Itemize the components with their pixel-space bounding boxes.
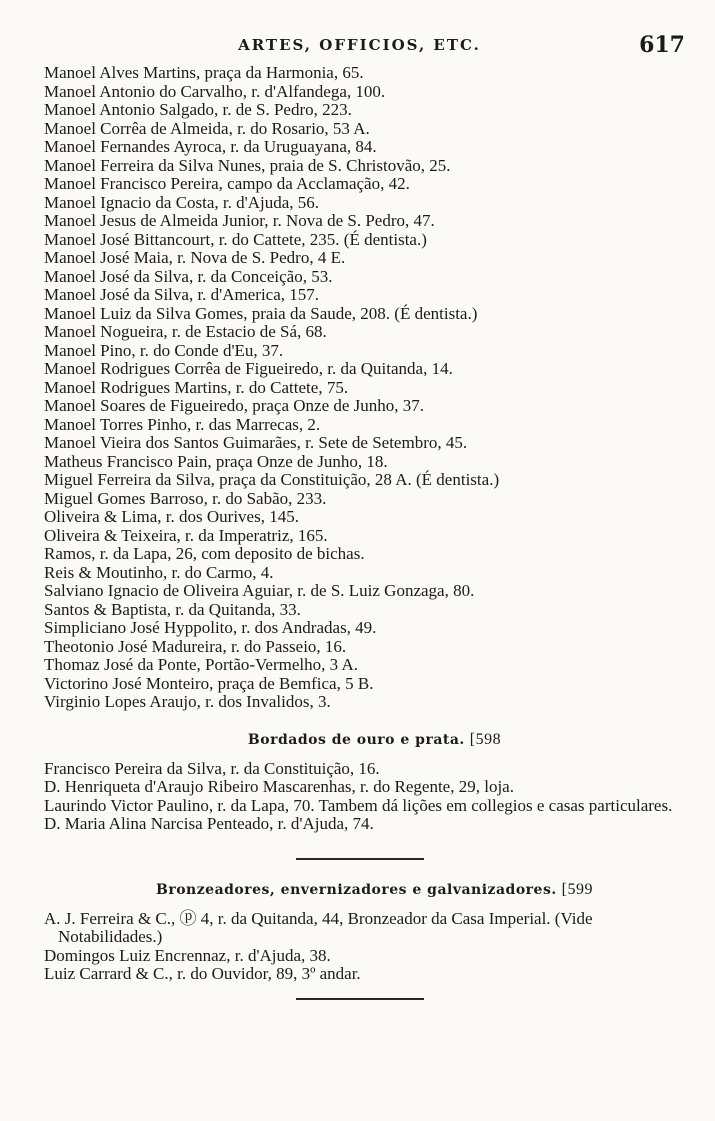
list-item: Manoel Antonio Salgado, r. de S. Pedro, 223. bbox=[44, 100, 352, 119]
list-item: A. J. Ferreira & C., ⓟ 4, r. da Quitanda, 44, Bronzeador da Casa Imperial. (Vide Notabilidades.) bbox=[44, 908, 593, 946]
section-divider bbox=[296, 858, 424, 860]
list-item: Manoel Rodrigues Martins, r. do Cattete, 75. bbox=[44, 377, 349, 397]
section-ref: [599 bbox=[561, 880, 593, 898]
list-item: Ramos, r. da Lapa, 26, com deposito de bichas. bbox=[44, 544, 365, 563]
list-item: Laurindo Victor Paulino, r. da Lapa, 70. Tambem dá lições em collegios e casas particulares. bbox=[44, 795, 673, 815]
list-item: Manoel José Bittancourt, r. do Cattete, 235. (É dentista.) bbox=[44, 229, 427, 249]
list-item: Manoel Alves Martins, praça da Harmonia, 65. bbox=[44, 63, 364, 82]
list-item: Miguel Ferreira da Silva, praça da Constituição, 28 A. (É dentista.) bbox=[44, 470, 500, 489]
section-ref: [598 bbox=[469, 730, 502, 748]
list-item: Manoel Rodrigues Corrêa de Figueiredo, r. da Quitanda, 14. bbox=[44, 359, 453, 378]
list-item: Manoel Vieira dos Santos Guimarães, r. Sete de Setembro, 45. bbox=[44, 433, 468, 452]
entries-list bbox=[44, 910, 675, 984]
list-item: Manoel Jesus de Almeida Junior, r. Nova de S. Pedro, 47. bbox=[44, 211, 435, 230]
entries-list bbox=[44, 64, 675, 712]
page-number: 617 bbox=[639, 32, 685, 58]
list-item: Theotonio José Madureira, r. do Passeio, 16. bbox=[44, 636, 347, 656]
list-item: D. Maria Alina Narcisa Penteado, r. d'Ajuda, 74. bbox=[44, 814, 374, 833]
list-item: Manoel José Maia, r. Nova de S. Pedro, 4 E. bbox=[44, 248, 346, 267]
list-item: Salviano Ignacio de Oliveira Aguiar, r. de S. Luiz Gonzaga, 80. bbox=[44, 581, 475, 600]
list-item: Luiz Carrard & C., r. do Ouvidor, 89, 3º andar. bbox=[44, 964, 361, 983]
list-item: Manoel Antonio do Carvalho, r. d'Alfandega, 100. bbox=[44, 81, 386, 101]
section-bordados bbox=[44, 730, 675, 860]
list-item: Manoel Fernandes Ayroca, r. da Uruguayana, 84. bbox=[44, 137, 377, 156]
list-item: Santos & Baptista, r. da Quitanda, 33. bbox=[44, 599, 301, 619]
list-item: Manoel Corrêa de Almeida, r. do Rosario, 53 A. bbox=[44, 118, 370, 138]
list-item: Manoel Luiz da Silva Gomes, praia da Saude, 208. (É dentista.) bbox=[44, 303, 478, 323]
list-item: Manoel Francisco Pereira, campo da Acclamação, 42. bbox=[44, 174, 410, 193]
section-bronzeadores bbox=[44, 880, 675, 1000]
list-item: Reis & Moutinho, r. do Carmo, 4. bbox=[44, 562, 274, 582]
list-item: Thomaz José da Ponte, Portão-Vermelho, 3 A. bbox=[44, 655, 358, 674]
list-item: Manoel Ignacio da Costa, r. d'Ajuda, 56. bbox=[44, 192, 320, 212]
entries-list bbox=[44, 760, 675, 834]
list-item: Manoel Torres Pinho, r. das Marrecas, 2. bbox=[44, 414, 321, 434]
list-item: Francisco Pereira da Silva, r. da Constituição, 16. bbox=[44, 758, 380, 778]
list-item: Manoel Soares de Figueiredo, praça Onze de Junho, 37. bbox=[44, 396, 425, 415]
section-divider bbox=[296, 998, 424, 1000]
list-item: Virginio Lopes Araujo, r. dos Invalidos, 3. bbox=[44, 692, 331, 711]
list-item: Matheus Francisco Pain, praça Onze de Junho, 18. bbox=[44, 451, 388, 471]
list-item: D. Henriqueta d'Araujo Ribeiro Mascarenhas, r. do Regente, 29, loja. bbox=[44, 777, 514, 796]
list-item: Miguel Gomes Barroso, r. do Sabão, 233. bbox=[44, 488, 327, 508]
section-title: Bordados de ouro e prata. bbox=[247, 731, 465, 748]
section-heading bbox=[74, 730, 675, 750]
list-item: Oliveira & Teixeira, r. da Imperatriz, 165. bbox=[44, 525, 328, 545]
list-item: Manoel José da Silva, r. da Conceição, 53. bbox=[44, 266, 333, 286]
running-title: ARTES, OFFICIOS, ETC. bbox=[238, 36, 481, 54]
list-item: Manoel Ferreira da Silva Nunes, praia de S. Christovão, 25. bbox=[44, 155, 451, 175]
list-item: Manoel Nogueira, r. de Estacio de Sá, 68. bbox=[44, 322, 327, 341]
list-item: Manoel José da Silva, r. d'America, 157. bbox=[44, 285, 320, 304]
list-item: Oliveira & Lima, r. dos Ourives, 145. bbox=[44, 507, 299, 526]
list-item: Domingos Luiz Encrennaz, r. d'Ajuda, 38. bbox=[44, 945, 331, 965]
running-head bbox=[44, 30, 685, 64]
list-item: Victorino José Monteiro, praça de Bemfica, 5 B. bbox=[44, 673, 374, 693]
section-title: Bronzeadores, envernizadores e galvanizadores. bbox=[155, 881, 557, 898]
section-heading bbox=[74, 880, 675, 900]
list-item: Manoel Pino, r. do Conde d'Eu, 37. bbox=[44, 340, 284, 360]
list-item: Simpliciano José Hyppolito, r. dos Andradas, 49. bbox=[44, 618, 377, 637]
